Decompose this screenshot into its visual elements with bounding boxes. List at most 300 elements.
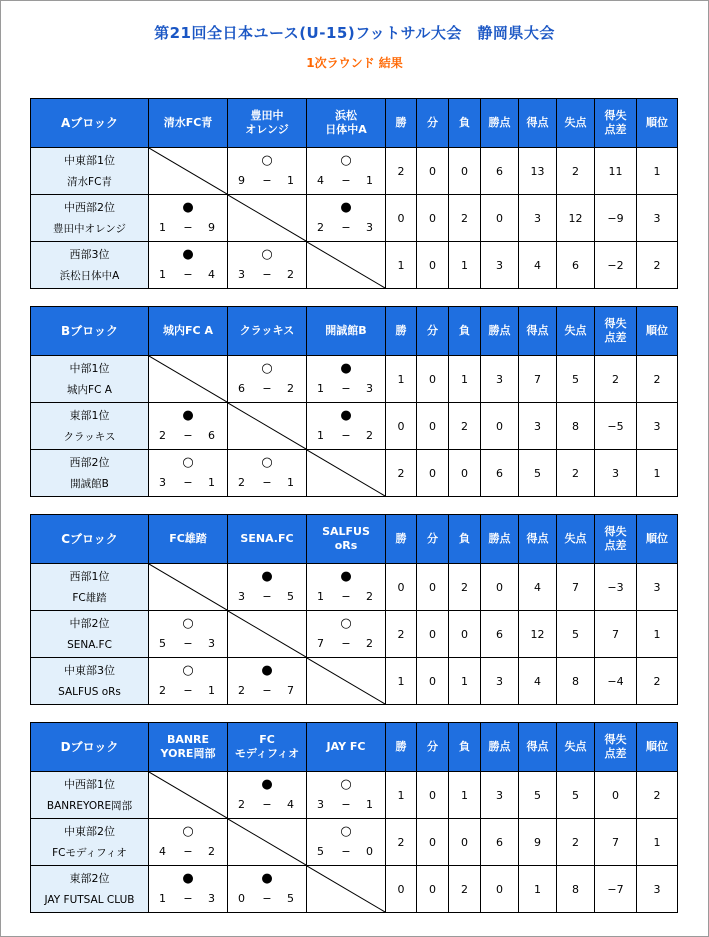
stat-value: 0	[417, 772, 449, 819]
team-rank: 中東部1位	[64, 153, 115, 167]
team-rank: 東部2位	[69, 871, 110, 885]
stat-header: 分	[417, 99, 449, 148]
stat-value: 1	[449, 772, 481, 819]
match-result	[307, 564, 386, 611]
match-result	[149, 403, 228, 450]
stat-value: −9	[595, 195, 637, 242]
match-result	[228, 450, 307, 497]
stat-value: 7	[595, 819, 637, 866]
stat-header: 失点	[557, 99, 595, 148]
stat-value: 0	[449, 611, 481, 658]
self-match-diagonal	[149, 356, 228, 403]
stat-value: 7	[557, 564, 595, 611]
stat-value: 1	[386, 772, 417, 819]
score-for: 1	[159, 268, 166, 281]
self-match-diagonal	[307, 866, 386, 913]
score-against: 1	[287, 174, 294, 187]
win-mark-icon: ○	[182, 824, 194, 839]
stat-value: 2	[449, 195, 481, 242]
stat-value: 0	[417, 866, 449, 913]
stat-header: 勝点	[481, 307, 519, 356]
loss-mark-icon: ●	[182, 408, 194, 423]
team-row	[31, 356, 678, 403]
block-header-row	[31, 515, 678, 564]
score-against: 2	[366, 637, 373, 650]
win-mark-icon: ○	[182, 616, 194, 631]
block-table	[30, 722, 678, 913]
score-for: 2	[238, 476, 245, 489]
stat-value: −2	[595, 242, 637, 289]
score-against: 2	[208, 845, 215, 858]
score-against: 6	[208, 429, 215, 442]
score-for: 1	[317, 429, 324, 442]
stat-value: 2	[386, 819, 417, 866]
score-for: 1	[159, 221, 166, 234]
loss-mark-icon: ●	[261, 663, 273, 678]
stat-header: 失点	[557, 515, 595, 564]
team-rank: 西部3位	[69, 247, 110, 261]
stat-header: 勝点	[481, 515, 519, 564]
stat-value: 1	[519, 866, 557, 913]
score-against: 3	[208, 637, 215, 650]
score-dash: −	[341, 382, 351, 395]
match-result	[228, 658, 307, 705]
score-against: 1	[366, 174, 373, 187]
score-dash: −	[341, 637, 351, 650]
opponent-header: 浜松 日体中A	[307, 99, 386, 148]
block-table	[30, 514, 678, 705]
stat-value: 0	[417, 356, 449, 403]
stat-value: 3	[481, 772, 519, 819]
block-header-row	[31, 723, 678, 772]
stat-header: 勝点	[481, 723, 519, 772]
stat-value: 12	[519, 611, 557, 658]
self-match-diagonal	[228, 819, 307, 866]
score-against: 7	[287, 684, 294, 697]
score-for: 3	[159, 476, 166, 489]
score-dash: −	[341, 798, 351, 811]
block-table	[30, 306, 678, 497]
score-for: 5	[159, 637, 166, 650]
team-cell	[31, 564, 149, 611]
stat-value: 0	[449, 148, 481, 195]
team-name: JAY FUTSAL CLUB	[44, 893, 135, 906]
stat-value: 2	[449, 866, 481, 913]
team-name: 豊田中オレンジ	[53, 222, 126, 235]
stat-header: 分	[417, 307, 449, 356]
match-result	[228, 242, 307, 289]
team-name: BANREYORE岡部	[46, 799, 133, 812]
score-for: 5	[317, 845, 324, 858]
block-name: Aブロック	[31, 99, 149, 148]
score-dash: −	[262, 892, 272, 905]
score-against: 5	[287, 590, 294, 603]
stat-value: 0	[449, 819, 481, 866]
self-match-diagonal	[149, 148, 228, 195]
stat-value: 11	[595, 148, 637, 195]
opponent-header: 清水FC青	[149, 99, 228, 148]
stat-header: 勝点	[481, 99, 519, 148]
team-row	[31, 611, 678, 658]
stat-header: 得失 点差	[595, 723, 637, 772]
score-against: 4	[208, 268, 215, 281]
match-result	[228, 866, 307, 913]
team-cell	[31, 356, 149, 403]
match-result	[307, 403, 386, 450]
stat-value: 9	[519, 819, 557, 866]
team-name: FC雄踏	[72, 591, 107, 604]
score-against: 1	[287, 476, 294, 489]
stat-value: 2	[386, 611, 417, 658]
score-for: 2	[317, 221, 324, 234]
stat-header: 得失 点差	[595, 515, 637, 564]
self-match-diagonal	[228, 403, 307, 450]
stat-value: 5	[557, 611, 595, 658]
loss-mark-icon: ●	[340, 408, 352, 423]
win-mark-icon: ○	[261, 153, 273, 168]
team-name: SENA.FC	[67, 638, 112, 651]
team-name: 浜松日体中A	[59, 269, 120, 282]
score-dash: −	[183, 476, 193, 489]
stat-value: 0	[481, 403, 519, 450]
stat-header: 負	[449, 723, 481, 772]
score-dash: −	[341, 845, 351, 858]
self-match-diagonal	[149, 564, 228, 611]
team-name: 清水FC青	[67, 175, 112, 188]
self-match-diagonal	[307, 450, 386, 497]
score-dash: −	[183, 892, 193, 905]
match-result	[149, 658, 228, 705]
team-cell	[31, 148, 149, 195]
opponent-header: 城内FC A	[149, 307, 228, 356]
page-title: 第21回全日本ユース(U-15)フットサル大会 静岡県大会	[154, 24, 555, 42]
win-mark-icon: ○	[261, 247, 273, 262]
stat-header: 得点	[519, 307, 557, 356]
opponent-header: JAY FC	[307, 723, 386, 772]
match-result	[149, 195, 228, 242]
score-against: 3	[366, 221, 373, 234]
team-row	[31, 403, 678, 450]
team-row	[31, 866, 678, 913]
stat-value: 3	[595, 450, 637, 497]
block-name: Cブロック	[31, 515, 149, 564]
team-cell	[31, 658, 149, 705]
stat-header: 失点	[557, 723, 595, 772]
stat-value: 1	[637, 450, 678, 497]
score-for: 2	[238, 798, 245, 811]
stat-value: 1	[449, 242, 481, 289]
match-result	[228, 148, 307, 195]
stat-value: 6	[481, 819, 519, 866]
stat-value: 0	[386, 564, 417, 611]
loss-mark-icon: ●	[340, 569, 352, 584]
team-cell	[31, 611, 149, 658]
match-result	[307, 195, 386, 242]
stat-value: 0	[417, 242, 449, 289]
stat-value: 8	[557, 658, 595, 705]
team-cell	[31, 772, 149, 819]
team-name: SALFUS oRs	[58, 685, 121, 698]
match-result	[149, 866, 228, 913]
stat-value: 1	[449, 658, 481, 705]
opponent-header: 豊田中 オレンジ	[228, 99, 307, 148]
score-against: 9	[208, 221, 215, 234]
stat-value: 1	[449, 356, 481, 403]
stat-header: 分	[417, 723, 449, 772]
score-dash: −	[262, 268, 272, 281]
stat-value: 1	[386, 658, 417, 705]
block-name: Bブロック	[31, 307, 149, 356]
stat-value: 0	[481, 564, 519, 611]
stat-value: 0	[417, 564, 449, 611]
team-rank: 中東部2位	[64, 824, 115, 838]
score-dash: −	[341, 590, 351, 603]
score-against: 5	[287, 892, 294, 905]
opponent-header: クラッキス	[228, 307, 307, 356]
score-dash: −	[262, 590, 272, 603]
stat-value: 2	[637, 658, 678, 705]
stat-value: −7	[595, 866, 637, 913]
stat-value: 1	[386, 356, 417, 403]
stat-value: 1	[386, 242, 417, 289]
block-header-row	[31, 307, 678, 356]
stat-header: 勝	[386, 99, 417, 148]
stat-value: 3	[637, 866, 678, 913]
stat-value: 1	[637, 148, 678, 195]
win-mark-icon: ○	[261, 455, 273, 470]
self-match-diagonal	[228, 195, 307, 242]
self-match-diagonal	[149, 772, 228, 819]
stat-value: 2	[386, 148, 417, 195]
match-result	[149, 611, 228, 658]
team-rank: 中西部2位	[64, 200, 115, 214]
stat-header: 得失 点差	[595, 307, 637, 356]
team-row	[31, 772, 678, 819]
block-table	[30, 98, 678, 289]
stat-value: 0	[595, 772, 637, 819]
block-name: Dブロック	[31, 723, 149, 772]
stat-value: 2	[637, 356, 678, 403]
opponent-header: SALFUS oRs	[307, 515, 386, 564]
score-dash: −	[341, 174, 351, 187]
stat-value: 2	[386, 450, 417, 497]
stat-value: 0	[481, 866, 519, 913]
score-for: 2	[159, 684, 166, 697]
opponent-header: 開誠館B	[307, 307, 386, 356]
stat-value: 0	[417, 148, 449, 195]
score-against: 3	[366, 382, 373, 395]
stat-value: 0	[386, 195, 417, 242]
stat-header: 失点	[557, 307, 595, 356]
self-match-diagonal	[307, 658, 386, 705]
stat-value: 7	[519, 356, 557, 403]
score-against: 2	[287, 268, 294, 281]
stat-value: 0	[417, 819, 449, 866]
score-for: 7	[317, 637, 324, 650]
stat-header: 勝	[386, 723, 417, 772]
score-against: 1	[366, 798, 373, 811]
score-for: 2	[159, 429, 166, 442]
stat-value: 3	[637, 195, 678, 242]
team-row	[31, 148, 678, 195]
stat-value: 3	[481, 658, 519, 705]
score-dash: −	[183, 268, 193, 281]
team-rank: 中西部1位	[64, 777, 115, 791]
stat-value: 0	[417, 450, 449, 497]
stat-value: 2	[449, 403, 481, 450]
stat-value: 2	[557, 819, 595, 866]
stat-value: 2	[595, 356, 637, 403]
match-result	[307, 611, 386, 658]
team-row	[31, 819, 678, 866]
score-against: 1	[208, 476, 215, 489]
match-result	[149, 819, 228, 866]
team-name: 開誠館B	[70, 477, 109, 490]
team-cell	[31, 242, 149, 289]
loss-mark-icon: ●	[340, 200, 352, 215]
stat-value: 4	[519, 658, 557, 705]
self-match-diagonal	[228, 611, 307, 658]
stat-header: 負	[449, 307, 481, 356]
self-match-diagonal	[307, 242, 386, 289]
stat-value: 0	[417, 195, 449, 242]
stat-value: 5	[519, 772, 557, 819]
stat-value: −5	[595, 403, 637, 450]
score-dash: −	[183, 684, 193, 697]
stat-header: 得失 点差	[595, 99, 637, 148]
team-cell	[31, 195, 149, 242]
stat-value: 6	[481, 611, 519, 658]
score-against: 2	[366, 429, 373, 442]
team-rank: 中東部3位	[64, 663, 115, 677]
score-dash: −	[262, 174, 272, 187]
score-for: 9	[238, 174, 245, 187]
score-against: 3	[208, 892, 215, 905]
stat-value: 5	[557, 772, 595, 819]
stat-value: 4	[519, 242, 557, 289]
stat-header: 分	[417, 515, 449, 564]
score-against: 1	[208, 684, 215, 697]
stat-value: 8	[557, 866, 595, 913]
team-rank: 中部1位	[69, 361, 110, 375]
match-result	[149, 450, 228, 497]
stat-value: 0	[481, 195, 519, 242]
score-for: 6	[238, 382, 245, 395]
score-dash: −	[262, 684, 272, 697]
win-mark-icon: ○	[261, 361, 273, 376]
score-for: 2	[238, 684, 245, 697]
score-against: 2	[366, 590, 373, 603]
stat-value: 13	[519, 148, 557, 195]
stat-header: 順位	[637, 723, 678, 772]
match-result	[228, 564, 307, 611]
team-cell	[31, 403, 149, 450]
score-for: 3	[238, 590, 245, 603]
stat-value: 1	[637, 819, 678, 866]
stat-value: 2	[637, 242, 678, 289]
stat-header: 順位	[637, 307, 678, 356]
opponent-header: FC モディフィオ	[228, 723, 307, 772]
team-rank: 西部2位	[69, 455, 110, 469]
stat-value: 3	[519, 195, 557, 242]
team-row	[31, 564, 678, 611]
team-cell	[31, 450, 149, 497]
score-dash: −	[262, 798, 272, 811]
match-result	[307, 356, 386, 403]
stat-header: 得点	[519, 723, 557, 772]
team-rank: 西部1位	[69, 569, 110, 583]
team-row	[31, 242, 678, 289]
score-for: 4	[159, 845, 166, 858]
match-result	[307, 819, 386, 866]
score-dash: −	[183, 637, 193, 650]
win-mark-icon: ○	[340, 777, 352, 792]
team-row	[31, 450, 678, 497]
stat-value: 0	[386, 403, 417, 450]
stat-value: 3	[637, 403, 678, 450]
score-against: 4	[287, 798, 294, 811]
team-name: FCモディフィオ	[52, 846, 127, 859]
page-subtitle: 1次ラウンド 結果	[306, 56, 403, 70]
match-result	[228, 772, 307, 819]
team-name: 城内FC A	[67, 383, 112, 396]
match-result	[307, 148, 386, 195]
stat-value: 5	[519, 450, 557, 497]
loss-mark-icon: ●	[182, 247, 194, 262]
team-cell	[31, 866, 149, 913]
loss-mark-icon: ●	[261, 777, 273, 792]
stat-value: 6	[481, 148, 519, 195]
score-for: 4	[317, 174, 324, 187]
stat-value: 4	[519, 564, 557, 611]
stat-value: 0	[449, 450, 481, 497]
team-cell	[31, 819, 149, 866]
score-for: 0	[238, 892, 245, 905]
score-for: 3	[238, 268, 245, 281]
stat-value: 3	[481, 356, 519, 403]
team-rank: 中部2位	[69, 616, 110, 630]
stat-value: 0	[417, 611, 449, 658]
score-against: 0	[366, 845, 373, 858]
loss-mark-icon: ●	[182, 200, 194, 215]
loss-mark-icon: ●	[261, 569, 273, 584]
stat-value: 12	[557, 195, 595, 242]
stat-value: 0	[386, 866, 417, 913]
stat-value: −4	[595, 658, 637, 705]
stat-value: 2	[557, 450, 595, 497]
stat-value: 3	[637, 564, 678, 611]
opponent-header: BANRE YORE岡部	[149, 723, 228, 772]
win-mark-icon: ○	[182, 455, 194, 470]
score-dash: −	[341, 221, 351, 234]
stat-value: −3	[595, 564, 637, 611]
stat-value: 1	[637, 611, 678, 658]
stat-header: 順位	[637, 515, 678, 564]
match-result	[228, 356, 307, 403]
win-mark-icon: ○	[340, 153, 352, 168]
team-row	[31, 658, 678, 705]
stat-header: 負	[449, 99, 481, 148]
stat-value: 7	[595, 611, 637, 658]
score-for: 1	[317, 382, 324, 395]
team-name: クラッキス	[63, 430, 116, 443]
match-result	[307, 772, 386, 819]
stat-header: 勝	[386, 515, 417, 564]
stat-header: 得点	[519, 99, 557, 148]
win-mark-icon: ○	[340, 616, 352, 631]
score-for: 1	[317, 590, 324, 603]
score-dash: −	[262, 382, 272, 395]
